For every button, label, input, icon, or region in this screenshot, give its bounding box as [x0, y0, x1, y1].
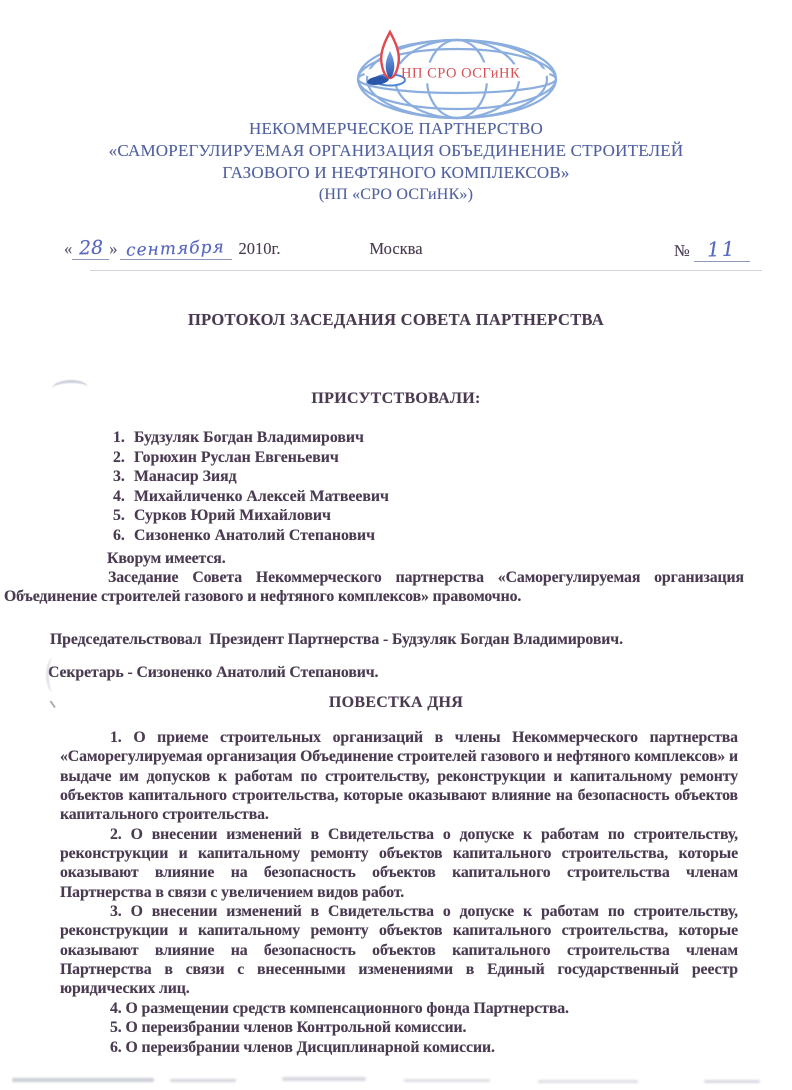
- session-statement: Заседание Совета Некоммерческого партнерства «Саморегулируемая организация Объединение строителей газового и нефтяного комплексов» правомочно.: [4, 569, 744, 606]
- attendee-name: Горюхин Руслан Евгеньевич: [134, 448, 339, 466]
- agenda-item: 3. О внесении изменений в Свидетельства о допуске к работам по строительству, реконструкции и капитальному ремонту объектов капитального строительства, которые оказывают влияние на безопасность объектов капитального строительства членам Партнерства в связи с внесенными изменениями в Единый государственный реестр юридических лиц.: [60, 903, 738, 998]
- attendee-name: Будзуляк Богдан Владимирович: [134, 429, 364, 446]
- meta-row: [0, 237, 792, 265]
- number-field: [674, 237, 750, 262]
- agenda-item: 6. О переизбрании членов Дисциплинарной комиссии.: [110, 1038, 495, 1056]
- scan-artifact-smudge: [282, 1077, 366, 1081]
- year-label: 2010г.: [238, 239, 281, 258]
- document-title: ПРОТОКОЛ ЗАСЕДАНИЯ СОВЕТА ПАРТНЕРСТВА: [187, 310, 604, 329]
- agenda-heading: ПОВЕСТКА ДНЯ: [328, 694, 464, 711]
- handwritten-day: 28: [78, 236, 104, 260]
- scan-artifact-line: [90, 270, 762, 271]
- attendees-heading: ПРИСУТСТВОВАЛИ:: [311, 390, 481, 407]
- org-name-line-2: ГАЗОВОГО И НЕФТЯНОГО КОМПЛЕКСОВ»: [222, 163, 570, 182]
- agenda-list: [60, 728, 738, 1057]
- date-field: [64, 237, 281, 260]
- scan-artifact-smudge: [404, 1079, 490, 1082]
- org-type-line: НЕКОММЕРЧЕСКОЕ ПАРТНЕРСТВО: [249, 119, 543, 138]
- letterhead: [0, 118, 792, 206]
- city-label: Москва: [369, 239, 423, 258]
- attendees-list: [113, 428, 389, 546]
- agenda-item: 4. О размещении средств компенсационного фонда Партнерства.: [110, 999, 569, 1017]
- close-quote: »: [109, 239, 118, 258]
- list-item: 5. Сурков Юрий Михайлович: [113, 507, 331, 525]
- logo-text: НП СРО ОСГиНК: [401, 65, 521, 82]
- attendee-name: Сурков Юрий Михайлович: [134, 507, 331, 525]
- scan-artifact-fold: [46, 658, 60, 692]
- handwritten-number: 11: [706, 236, 737, 262]
- list-item: 6. Сизоненко Анатолий Степанович: [113, 526, 375, 544]
- scan-artifact-smudge: [170, 1079, 236, 1082]
- org-name-line-1: «САМОРЕГУЛИРУЕМАЯ ОРГАНИЗАЦИЯ ОБЪЕДИНЕНИЕ СТРОИТЕЛЕЙ: [108, 141, 684, 160]
- handwritten-month: сентября: [125, 237, 226, 261]
- attendee-name: Михайличенко Алексей Матвеевич: [134, 487, 389, 505]
- agenda-item: 5. О переизбрании членов Контрольной комиссии.: [110, 1019, 467, 1037]
- scan-artifact-smudge: [538, 1080, 638, 1083]
- attendee-name: Сизоненко Анатолий Степанович: [134, 526, 375, 544]
- organization-logo: [355, 27, 559, 123]
- list-item: 4. Михайличенко Алексей Матвеевич: [113, 487, 389, 505]
- number-sign: №: [674, 241, 690, 260]
- list-item: 1. Будзуляк Богдан Владимирович: [113, 429, 364, 446]
- list-item: 2. Горюхин Руслан Евгеньевич: [113, 448, 339, 466]
- open-quote: «: [64, 239, 73, 258]
- attendee-name: Манасир Зияд: [134, 468, 237, 486]
- list-item: 3. Манасир Зияд: [113, 468, 237, 486]
- secretary-line: Секретарь - Сизоненко Анатолий Степанович.: [48, 664, 379, 681]
- quorum-statement: Кворум имеется.: [107, 550, 226, 567]
- scan-artifact-smudge: [704, 1080, 760, 1083]
- chairman-line: Председательствовал Президент Партнерства - Будзуляк Богдан Владимирович.: [50, 631, 623, 648]
- org-short-name: (НП «СРО ОСГиНК»): [318, 186, 474, 203]
- agenda-item: 2. О внесении изменений в Свидетельства о допуске к работам по строительству, реконструкции и капитальному ремонту объектов капитального строительства, которые оказывают влияние на безопасность объектов капитального строительства членам Партнерства в связи с увеличением видов работ.: [60, 825, 738, 901]
- scan-artifact-smudge: [12, 1078, 154, 1082]
- agenda-item: 1. О приеме строительных организаций в члены Некоммерческого партнерства «Саморегулируемая организация Объединение строителей газового и нефтяного комплексов» и выдаче им допусков к работам по строительству, реконструкции и капитальному ремонту объектов капитального строительства, которые оказывают влияние на безопасность объектов капитального строительства.: [60, 729, 738, 824]
